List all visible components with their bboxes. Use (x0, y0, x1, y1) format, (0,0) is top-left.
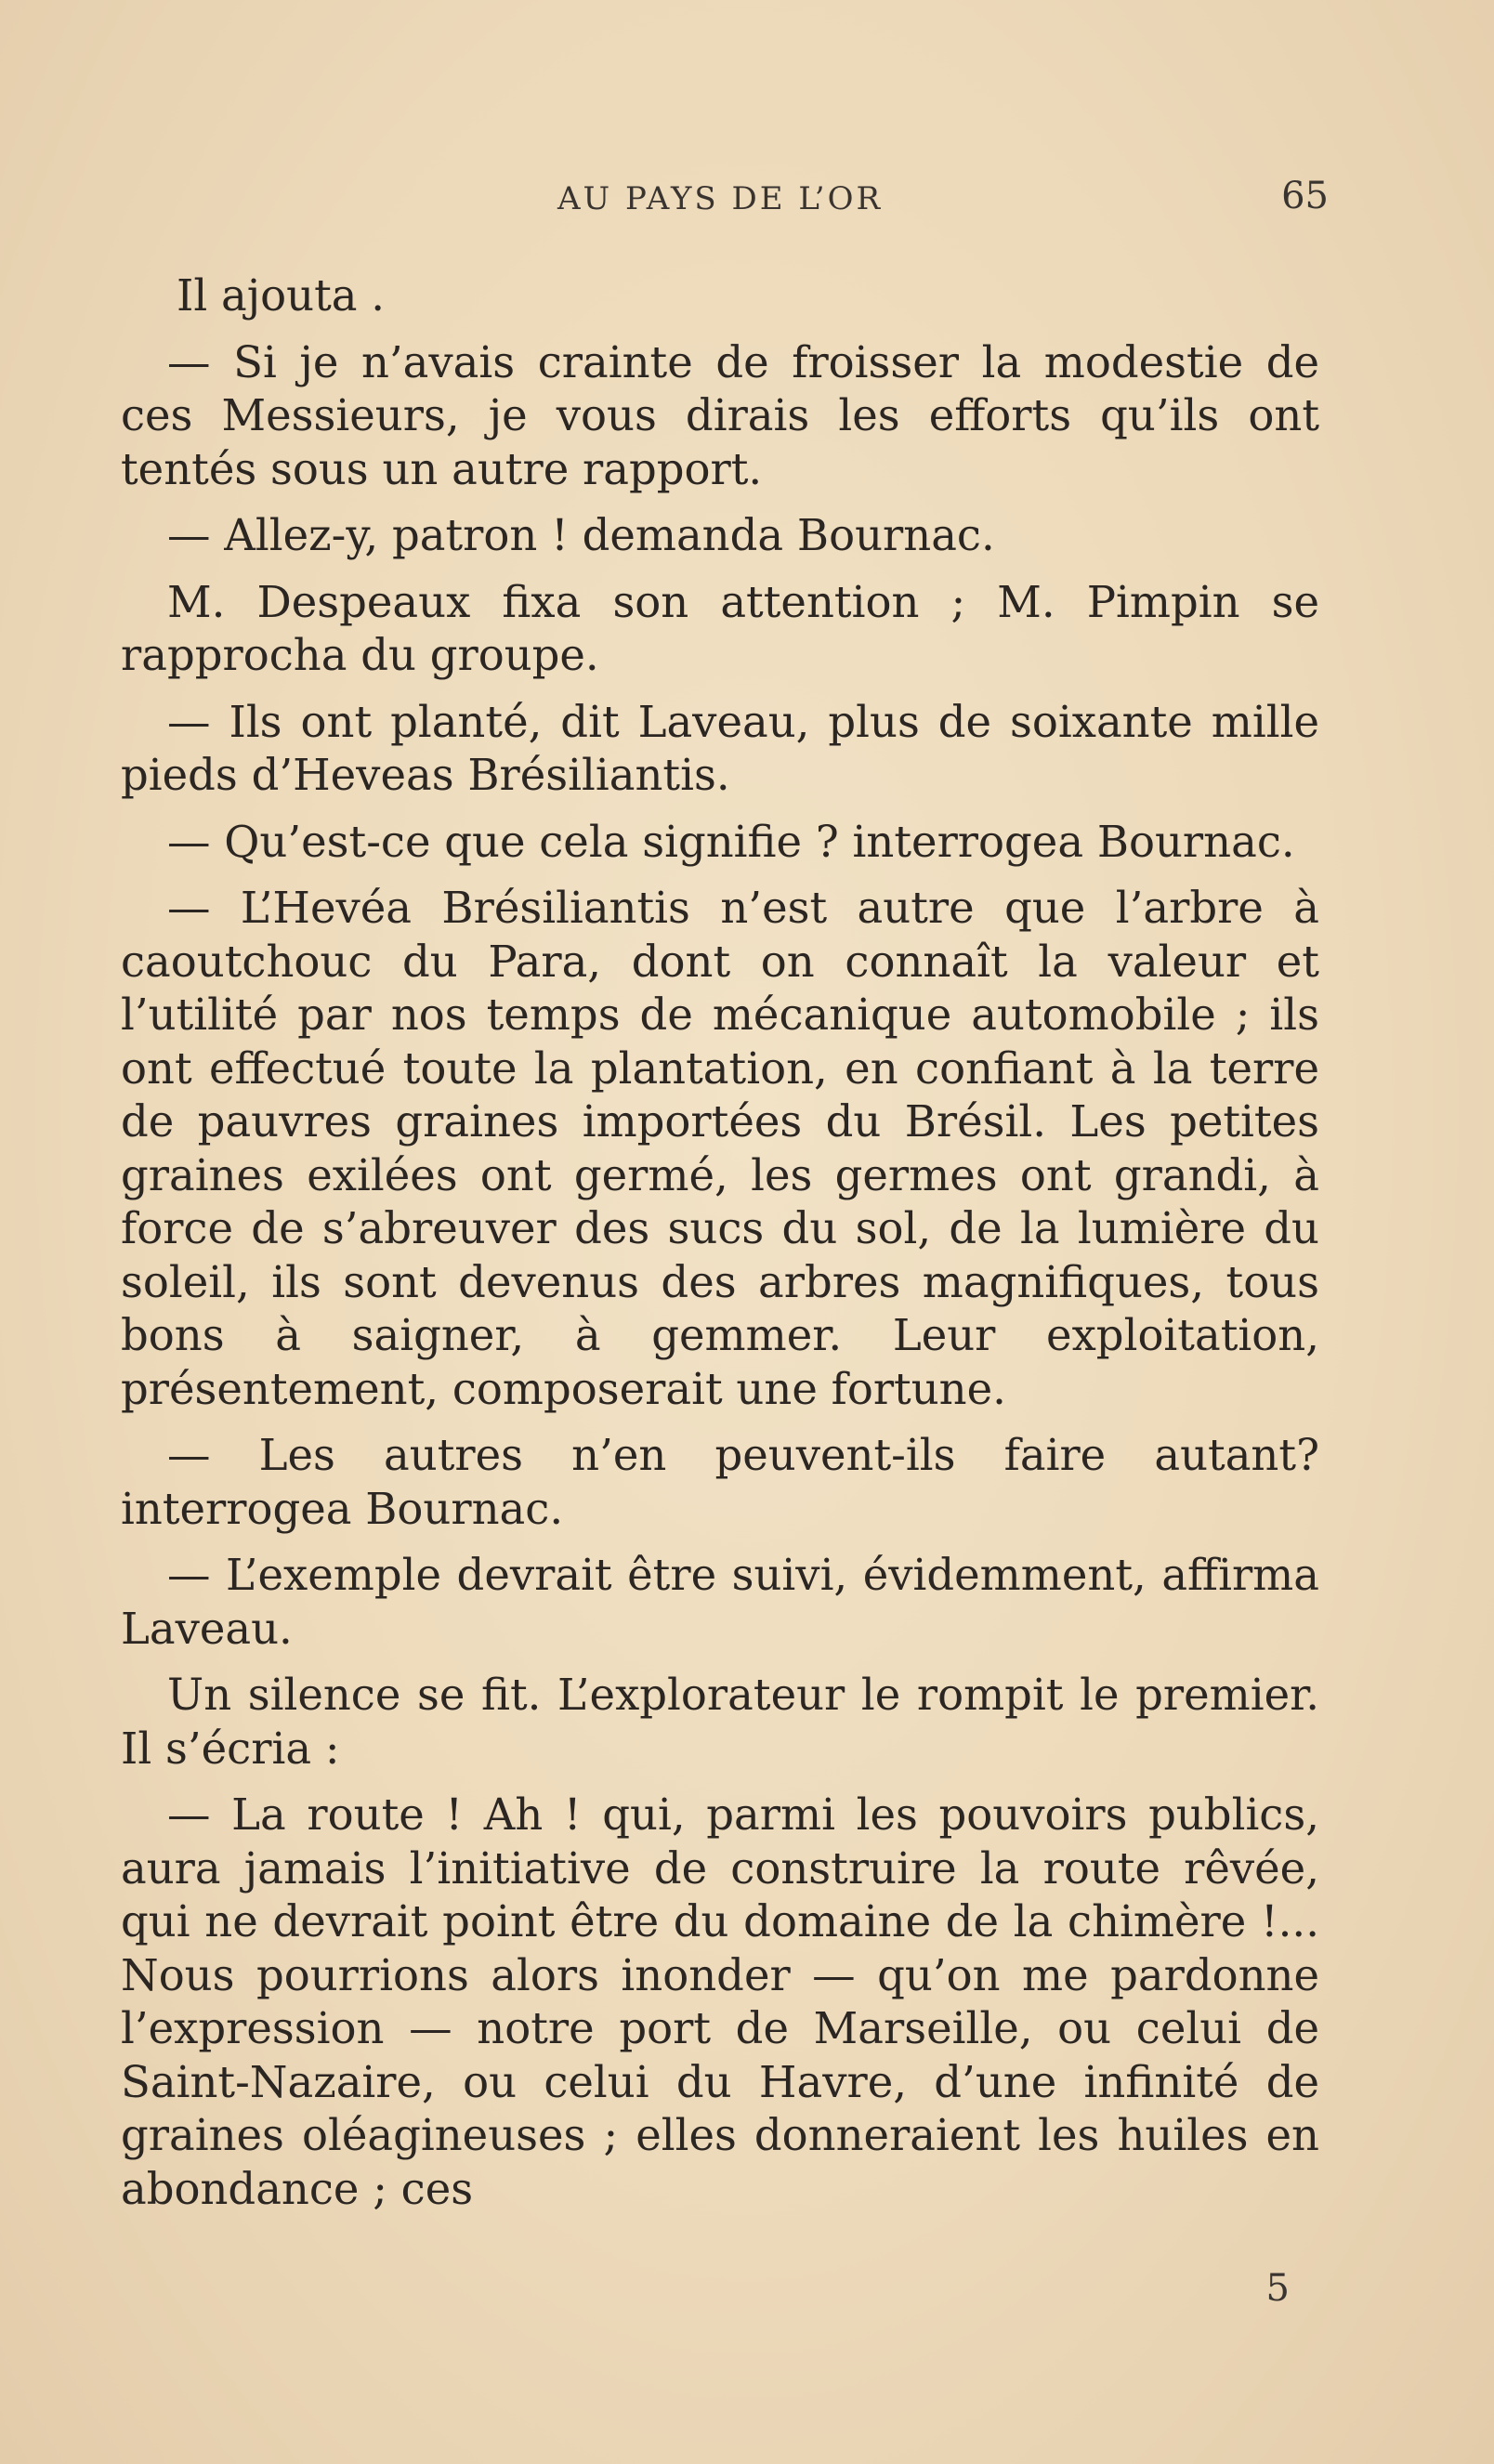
paragraph: — L’Hevéa Brésiliantis n’est autre que l’arbre à caoutchouc du Para, dont on connaît la valeur et l’utilité par nos temps de mécanique automobile ; ils ont effectué toute la plantation, en confiant à la terre de pauvres graines importées du Brésil. Les petites graines exilées ont germé, les germes ont grandi, à force de s’abreuver des sucs du sol, de la lumière du soleil, ils sont devenus des arbres magnifiques, tous bons à saigner, à gemmer. Leur exploitation, présentement, composerait une fortune. (121, 883, 1319, 1414)
page-header (121, 173, 1329, 229)
paragraph: — Si je n’avais crainte de froisser la modestie de ces Messieurs, je vous dirais les efforts qu’ils ont tentés sous un autre rapport. (121, 336, 1319, 494)
paragraph: — Qu’est-ce que cela signifie ? interrogea Bournac. (167, 816, 1295, 867)
signature-mark: 5 (1265, 2267, 1290, 2310)
paragraph: Il ajouta . (177, 270, 386, 321)
page-number: 65 (1281, 175, 1329, 217)
body-text (121, 269, 1319, 2229)
running-title: AU PAYS DE L’OR (557, 180, 884, 217)
paragraph: — Ils ont planté, dit Laveau, plus de soixante mille pieds d’Heveas Brésiliantis. (121, 696, 1319, 800)
paragraph: — Allez-y, patron ! demanda Bournac. (167, 510, 995, 560)
paragraph: Un silence se fit. L’explorateur le rompit le premier. Il s’écria : (121, 1670, 1319, 1774)
paragraph: — Les autres n’en peuvent-ils faire autant? interrogea Bournac. (121, 1430, 1319, 1534)
paragraph: M. Despeaux fixa son attention ; M. Pimpin se rapprocha du groupe. (121, 576, 1319, 680)
paragraph: — L’exemple devrait être suivi, évidemment, affirma Laveau. (121, 1550, 1319, 1654)
paragraph: — La route ! Ah ! qui, parmi les pouvoirs publics, aura jamais l’initiative de construire la route rêvée, qui ne devrait point être du domaine de la chimère !... Nous pourrions alors inonder — qu’on me pardonne l’expression — notre port de Marseille, ou celui de Saint-Nazaire, ou celui du Havre, d’une infinité de graines oléagineuses ; elles donneraient les huiles en abondance ; ces (121, 1789, 1319, 2214)
